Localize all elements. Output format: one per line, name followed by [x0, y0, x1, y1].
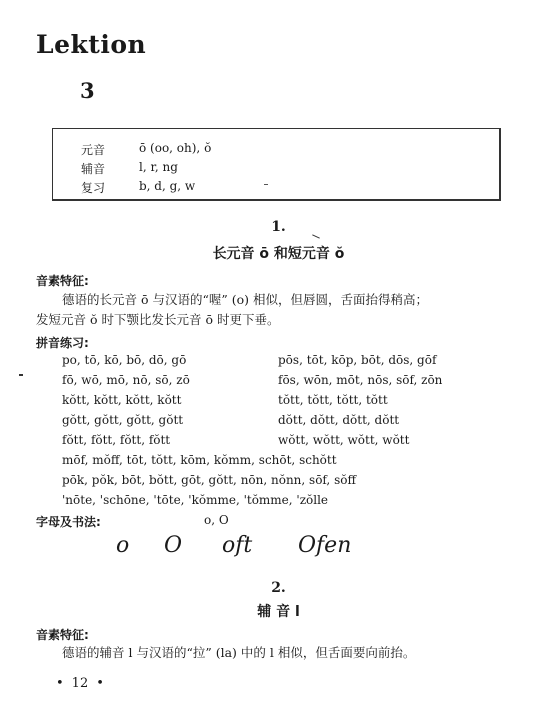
bullet-dot: •	[56, 676, 64, 691]
overview-label: 辅音	[81, 162, 106, 176]
letters-heading: 字母及书法:	[36, 515, 101, 529]
drill-right: fōs, wōn, mōt, nōs, sōf, zōn	[278, 373, 443, 387]
drill-right: dŏtt, dŏtt, dŏtt, dŏtt	[278, 413, 400, 427]
overview-value: b, d, g, w	[139, 179, 196, 193]
drill-left: kŏtt, kŏtt, kŏtt, kŏtt	[62, 393, 182, 407]
overview-row	[81, 179, 195, 196]
script-sample: Ofen	[298, 533, 352, 558]
letters-value: o, O	[204, 513, 229, 527]
overview-row	[81, 141, 211, 158]
drill-line: pōk, pŏk, bōt, bŏtt, gōt, gŏtt, nōn, nŏnn, sōf, sŏff	[62, 473, 356, 487]
drill-left: fŏtt, fŏtt, fŏtt, fŏtt	[62, 433, 171, 447]
scan-speck	[264, 184, 268, 185]
section1-features-heading: 音素特征:	[36, 274, 89, 288]
drill-right: tŏtt, tŏtt, tŏtt, tŏtt	[278, 393, 388, 407]
section2-title: 辅 音 l	[257, 604, 300, 620]
drill-line: mōf, mŏff, tōt, tŏtt, kōm, kŏmm, schōt, schŏtt	[62, 453, 337, 467]
section2-number: 2.	[271, 580, 286, 596]
drill-right: pōs, tōt, kōp, bōt, dōs, gōf	[278, 353, 437, 367]
drill-left: gŏtt, gŏtt, gŏtt, gŏtt	[62, 413, 184, 427]
section2-features-text: 德语的辅音 l 与汉语的“拉” (la) 中的 l 相似，但舌面要向前抬。	[62, 645, 416, 660]
overview-value: ō (oo, oh), ŏ	[139, 141, 212, 155]
section1-title: 长元音 ō 和短元音 ŏ	[212, 246, 345, 262]
drill-line: 'nōte, 'schōne, 'tōte, 'kŏmme, 'tŏmme, 'zŏlle	[62, 493, 329, 507]
section1-number: 1.	[271, 219, 286, 235]
section1-features-line: 发短元音 ŏ 时下颚比发长元音 ō 时更下垂。	[36, 312, 280, 327]
drill-left: fō, wō, mō, nō, sō, zō	[62, 373, 190, 387]
overview-label: 元音	[81, 143, 106, 157]
section1-features-line: 德语的长元音 ō 与汉语的“喔” (o) 相似，但唇圆，舌面抬得稍高；	[62, 292, 428, 307]
overview-box	[52, 128, 501, 201]
lesson-title: Lektion	[36, 30, 147, 59]
overview-label: 复习	[81, 181, 106, 195]
script-sample: o	[116, 533, 130, 558]
section2-features-heading: 音素特征:	[36, 628, 89, 642]
overview-value: l, r, ng	[139, 160, 178, 174]
bullet-dot: •	[96, 676, 104, 691]
script-sample: oft	[222, 533, 253, 558]
lesson-number: 3	[80, 78, 95, 103]
page-number: 12	[71, 676, 89, 691]
page-footer	[56, 676, 104, 691]
script-sample: O	[164, 533, 183, 558]
section1-practice-heading: 拼音练习:	[36, 336, 89, 350]
scan-speck	[19, 374, 23, 376]
drill-right: wŏtt, wŏtt, wŏtt, wŏtt	[278, 433, 410, 447]
overview-row	[81, 160, 178, 177]
drill-left: po, tō, kō, bō, dō, gō	[62, 353, 187, 367]
